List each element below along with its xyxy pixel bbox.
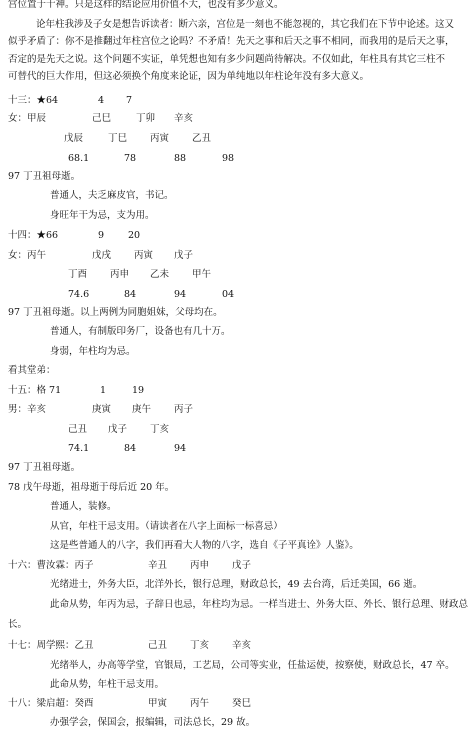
text-segment: 7 — [126, 95, 133, 106]
text-segment: 己丑 — [148, 640, 168, 651]
text-segment: 从官，年柱干忌支用。（请读者在八字上面标一标喜忌） — [50, 521, 283, 532]
text-segment: 94 — [174, 443, 187, 454]
text-segment: 论年柱我涉及子女是想告诉读者：断六亲，宫位是一刻也不能忽视的，其它我们在下节中论述。这又 — [36, 19, 455, 30]
text-segment: 十八：梁启超：癸酉 — [8, 698, 94, 709]
text-segment: 9 — [98, 230, 105, 241]
text-segment: 68.1 — [68, 153, 90, 164]
text-segment: 丙申 — [110, 269, 130, 280]
text-segment: 戊子 — [174, 250, 194, 261]
text-segment: 癸巳 — [232, 698, 252, 709]
text-segment: 这是些普通人的八字，我们再看大人物的八字，选自《子平真诠》人鉴》。 — [50, 540, 359, 551]
text-segment: 十三：★64 — [8, 95, 59, 106]
text-segment: 女：丙午 — [8, 250, 47, 261]
text-segment: 丁亥 — [150, 424, 170, 435]
text-segment: 办强学会，保国会，报编辑，司法总长，29 故。 — [50, 717, 256, 728]
text-segment: 78 — [124, 153, 137, 164]
text-segment: 甲午 — [192, 269, 212, 280]
text-segment: 88 — [174, 153, 187, 164]
text-segment: 戊辰 — [64, 133, 84, 144]
text-segment: 身弱，年柱均为忌。 — [50, 346, 136, 357]
text-segment: 乙未 — [150, 269, 170, 280]
text-segment: 04 — [222, 289, 235, 300]
text-segment: 丁卯 — [136, 113, 156, 124]
text-segment: 长。 — [8, 619, 28, 630]
text-segment: 乙丑 — [192, 133, 212, 144]
text-segment: 十五：格 71 — [8, 385, 62, 396]
text-segment: 20 — [128, 230, 141, 241]
text-segment: 此命从势，年丙为忌，子辞日也忌，年柱均为忌。一样当进士、外务大臣、外长、银行总理、财政总 — [50, 599, 469, 610]
text-segment: 甲寅 — [148, 698, 168, 709]
text-segment: 光绪进士，外务大臣，北洋外长，银行总理，财政总长，49 去台湾，后迁美国，66 逝。 — [50, 579, 423, 590]
text-segment: 丙午 — [190, 698, 210, 709]
text-segment: 丙子 — [174, 404, 194, 415]
text-segment: 庚寅 — [92, 404, 112, 415]
text-segment: 丙申 — [190, 560, 210, 571]
text-segment: 十六：曹汝霖：丙子 — [8, 560, 94, 571]
text-segment: 97 丁丑祖母逝。 — [8, 171, 81, 182]
text-segment: 84 — [124, 443, 137, 454]
text-segment: 97 丁丑祖母逝。以上两例为同胞姐妹，父母均在。 — [8, 307, 223, 318]
text-segment: 似乎矛盾了：你不是推翻过年柱宫位之论吗？不矛盾！先天之事和后天之事不相同，而我用的是后天之事， — [8, 36, 455, 47]
text-segment: 4 — [98, 95, 105, 106]
text-segment: 身旺年干为忌，支为用。 — [50, 210, 155, 221]
text-segment: 否定的是先天之说。这个问题不实证，单凭想也知有多少问题尚待解决。不仅如此，年柱具有其它三柱不 — [8, 54, 446, 65]
text-segment: 98 — [222, 153, 235, 164]
text-segment: 丙寅 — [134, 250, 154, 261]
text-segment: 看其堂弟： — [8, 365, 56, 376]
text-segment: 十七：周学熙：乙丑 — [8, 640, 94, 651]
text-segment: 94 — [174, 289, 187, 300]
text-segment: 己巳 — [92, 113, 112, 124]
text-segment: 普通人，夫乏麻皮官，书记。 — [50, 190, 174, 201]
text-segment: 丁巳 — [108, 133, 128, 144]
text-segment: 戊子 — [108, 424, 128, 435]
text-segment: 普通人，有制版印务厂，设备也有几十万。 — [50, 326, 231, 337]
text-segment: 辛亥 — [232, 640, 252, 651]
text-segment: 74.6 — [68, 289, 90, 300]
text-segment: 己丑 — [68, 424, 88, 435]
text-segment: 丁亥 — [190, 640, 210, 651]
text-segment: 19 — [132, 385, 145, 396]
text-segment: 女：甲辰 — [8, 113, 47, 124]
text-segment: 78 戊午母逝，祖母逝于母后近 20 年。 — [8, 482, 175, 493]
text-segment: 光绪举人，办高等学堂，官银局，工艺局，公司等实业，任盐运使，按察使，财政总长，47 卒。 — [50, 660, 455, 671]
text-segment: 普通人，装修。 — [50, 501, 117, 512]
text-segment: 1 — [100, 385, 107, 396]
text-segment: 84 — [124, 289, 137, 300]
text-segment: 丙寅 — [150, 133, 170, 144]
text-segment: 十四：★66 — [8, 230, 59, 241]
text-segment: 可替代的巨大作用，但这必须换个角度来论证，因为单纯地以年柱论年没有多大意义。 — [8, 71, 370, 82]
text-segment: 丁酉 — [68, 269, 88, 280]
text-segment: 庚午 — [132, 404, 152, 415]
text-segment: 97 丁丑祖母逝。 — [8, 462, 81, 473]
text-segment: 男：辛亥 — [8, 404, 47, 415]
text-segment: 辛丑 — [148, 560, 168, 571]
text-segment: 戊戌 — [92, 250, 112, 261]
text-segment: 74.1 — [68, 443, 90, 454]
text-segment: 辛亥 — [174, 113, 194, 124]
text-segment: 宫位置于十神。只是这样的结论应用价值不大，也没有多少意义。 — [8, 0, 284, 10]
text-segment: 此命从势，年柱干忌支用。 — [50, 679, 165, 690]
text-segment: 戊子 — [232, 560, 252, 571]
